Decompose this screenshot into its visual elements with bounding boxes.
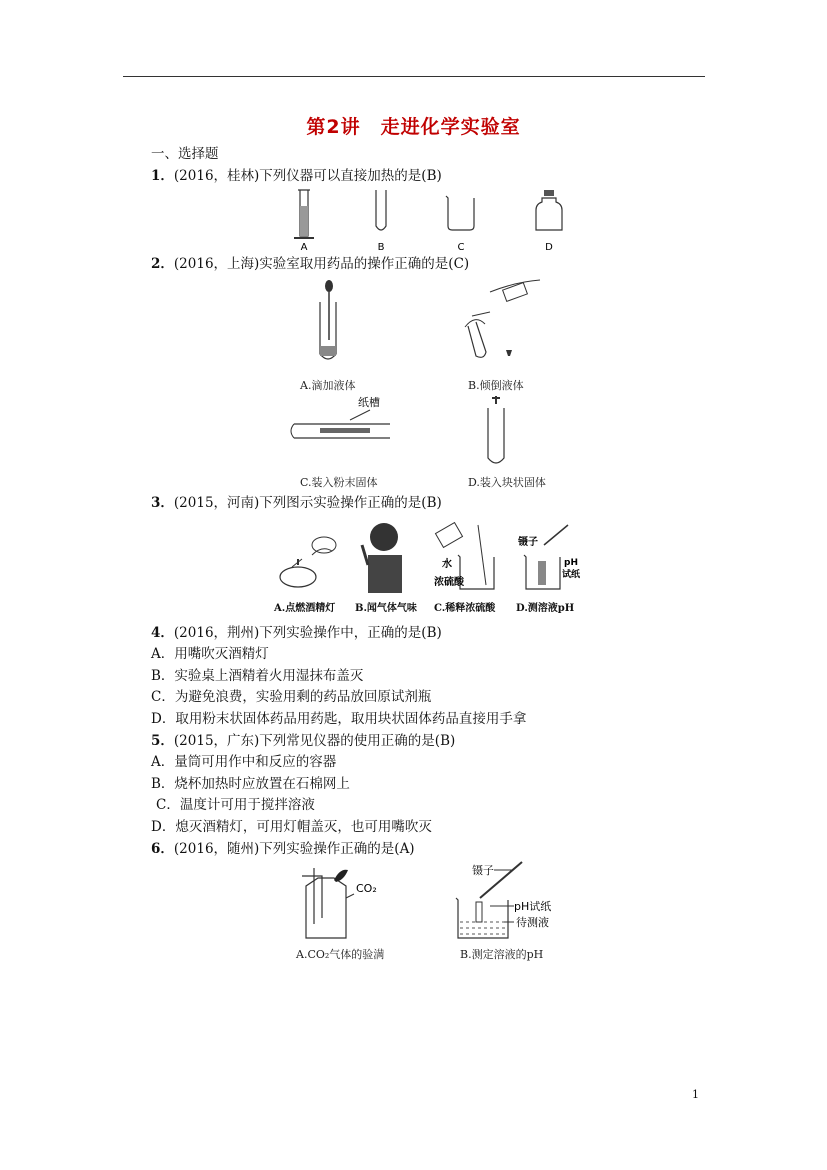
q5-option-a: A．量筒可用作中和反应的容器 (151, 754, 337, 770)
question-text: (2015，河南)下列图示实验操作正确的是(B) (173, 495, 442, 511)
question-number: 4． (151, 625, 174, 641)
question-text: (2015，广东)下列常见仪器的使用正确的是(B) (173, 733, 456, 749)
question-number: 2． (151, 256, 174, 272)
question-3 (151, 495, 442, 511)
q1-label-d: D (545, 242, 553, 253)
smelling-gas-icon (362, 523, 402, 593)
ph-label: pH (564, 558, 578, 568)
q6-ph-label: pH试纸 (514, 900, 552, 913)
question-number: 3． (151, 495, 174, 511)
question-number: 5． (151, 733, 174, 749)
question-text: (2016，上海)实验室取用药品的操作正确的是(C) (173, 256, 470, 272)
q3-caption-d: D.测溶液pH (516, 603, 575, 614)
q4-option-c: C．为避免浪费，实验用剩的药品放回原试剂瓶 (151, 689, 432, 705)
tweezer-label: 镊子 (518, 537, 538, 548)
q2-figure-bottom (290, 392, 570, 472)
paper-label: 试纸 (562, 570, 581, 580)
q5-option-d: D．熄灭酒精灯，可用灯帽盖灭，也可用嘴吹灭 (151, 819, 432, 835)
vertical-tube-block-icon (488, 396, 504, 463)
q3-caption-a: A.点燃酒精灯 (274, 603, 336, 614)
q1-label-b: B (377, 242, 385, 253)
acid-label: 浓硫酸 (434, 577, 464, 588)
q4-option-d: D．取用粉末状固体药品用药匙，取用块状固体药品直接用手拿 (151, 711, 527, 727)
gas-bottle-icon (302, 868, 354, 938)
reagent-bottle-icon (536, 190, 562, 230)
question-2 (151, 256, 469, 272)
q2-caption-b: B.倾倒液体 (468, 379, 524, 392)
q3-caption-b: B.闻气体气味 (355, 603, 417, 614)
section-heading: 一、选择题 (151, 146, 219, 162)
test-tube-icon (376, 190, 386, 230)
question-text: (2016，随州)下列实验操作正确的是(A) (173, 841, 415, 857)
header-rule (123, 76, 705, 77)
co2-label: CO₂ (356, 882, 377, 895)
paper-trough-label: 纸槽 (358, 396, 380, 409)
q6-tweezer-label: 镊子 (472, 864, 494, 877)
q6-caption-a: A.CO₂气体的验满 (296, 948, 385, 961)
q1-label-a: A (300, 242, 308, 253)
water-label: 水 (442, 559, 452, 570)
question-1 (151, 168, 442, 184)
question-number: 6． (151, 841, 174, 857)
alcohol-lamp-lighting-icon (280, 537, 336, 587)
question-number: 1． (151, 168, 174, 184)
q2-caption-c: C.装入粉末固体 (300, 476, 378, 489)
question-text: (2016，荆州)下列实验操作中，正确的是(B) (173, 625, 442, 641)
page-title: 第2讲 走进化学实验室 (306, 116, 521, 138)
q1-label-c: C (457, 242, 465, 253)
horizontal-tube-paper-icon (291, 410, 390, 438)
q5-option-b: B．烧杯加热时应放置在石棉网上 (151, 776, 350, 792)
graduated-cylinder-icon (294, 190, 314, 238)
q6-figure (290, 858, 570, 944)
question-text: (2016，桂林)下列仪器可以直接加热的是(B) (173, 168, 442, 184)
pouring-liquid-icon (465, 280, 540, 357)
question-4 (151, 625, 442, 641)
q5-option-c: C．温度计可用于搅拌溶液 (156, 797, 315, 813)
q4-option-b: B．实验桌上酒精着火用湿抹布盖灭 (151, 668, 364, 684)
q4-option-a: A．用嘴吹灭酒精灯 (151, 646, 269, 662)
q2-caption-a: A.滴加液体 (300, 379, 356, 392)
q6-caption-b: B.测定溶液的pH (460, 948, 544, 961)
q2-caption-d: D.装入块状固体 (468, 476, 546, 489)
page-number: 1 (692, 1088, 699, 1101)
question-6 (151, 841, 415, 857)
q3-caption-c: C.稀释浓硫酸 (434, 603, 496, 614)
dropper-in-tube-icon (320, 280, 336, 359)
q2-figure-top (290, 272, 560, 372)
q3-figure (272, 515, 584, 599)
beaker-icon (446, 196, 474, 230)
q1-instruments-figure (280, 186, 580, 256)
question-5 (151, 733, 455, 749)
q6-liquid-label: 待测液 (516, 916, 549, 929)
